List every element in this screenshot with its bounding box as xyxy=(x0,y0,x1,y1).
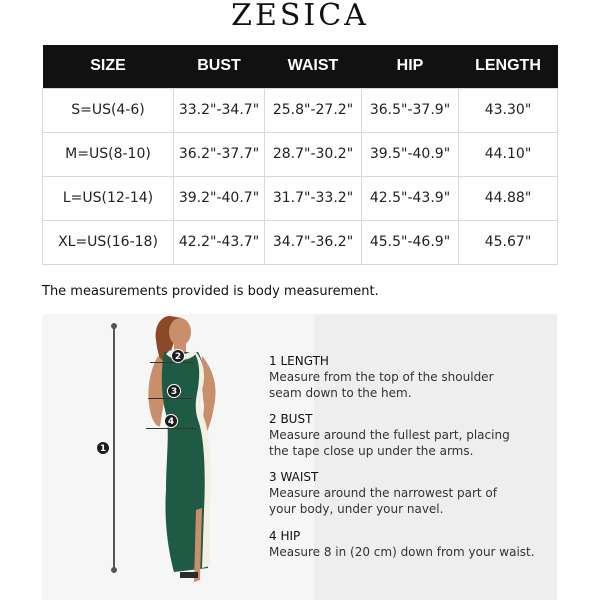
table-cell-length: 44.10" xyxy=(459,132,558,176)
instruction-text: Measure around the fullest part, placing xyxy=(269,428,510,442)
instruction-text: your body, under your navel. xyxy=(269,502,444,516)
instruction-title: 2 BUST xyxy=(269,412,313,426)
header-waist: WAIST xyxy=(265,45,362,88)
marker-2-badge: 2 xyxy=(171,349,185,363)
table-cell-size: M=US(8-10) xyxy=(43,132,174,176)
table-cell-bust: 39.2"-40.7" xyxy=(174,176,265,220)
waist-measure-line xyxy=(148,398,192,399)
table-cell-waist: 34.7"-36.2" xyxy=(265,220,362,264)
table-cell-hip: 36.5"-37.9" xyxy=(362,88,459,132)
table-row xyxy=(43,132,558,176)
marker-4-badge: 4 xyxy=(164,414,178,428)
table-cell-size: S=US(4-6) xyxy=(43,88,174,132)
head-shape xyxy=(169,318,191,346)
table-cell-bust: 42.2"-43.7" xyxy=(174,220,265,264)
brand-logo: ZESICA xyxy=(231,0,369,33)
marker-1-badge: 1 xyxy=(96,441,110,455)
bust-measure-line xyxy=(150,362,194,363)
table-header-row xyxy=(43,45,558,88)
instruction-text: Measure from the top of the shoulder xyxy=(269,370,494,384)
table-cell-waist: 28.7"-30.2" xyxy=(265,132,362,176)
marker-3-badge: 3 xyxy=(167,384,181,398)
table-cell-bust: 33.2"-34.7" xyxy=(174,88,265,132)
table-cell-hip: 39.5"-40.9" xyxy=(362,132,459,176)
table-cell-waist: 25.8"-27.2" xyxy=(265,88,362,132)
instruction-text: the tape close up under the arms. xyxy=(269,444,474,458)
size-chart-table xyxy=(42,45,558,265)
table-row xyxy=(43,176,558,220)
instruction-waist xyxy=(269,469,549,517)
instruction-title: 3 WAIST xyxy=(269,470,319,484)
instruction-text: Measure 8 in (20 cm) down from your waist. xyxy=(269,545,535,559)
table-row xyxy=(43,220,558,264)
instruction-text: seam down to the hem. xyxy=(269,386,412,400)
instruction-title: 4 HIP xyxy=(269,529,301,543)
header-bust: BUST xyxy=(174,45,265,88)
header-size: SIZE xyxy=(43,45,174,88)
measurement-note: The measurements provided is body measurement. xyxy=(42,284,379,299)
length-measure-line xyxy=(113,326,115,570)
table-cell-hip: 42.5"-43.9" xyxy=(362,176,459,220)
table-cell-length: 43.30" xyxy=(459,88,558,132)
instruction-title: 1 LENGTH xyxy=(269,354,329,368)
table-cell-bust: 36.2"-37.7" xyxy=(174,132,265,176)
instruction-text: Measure around the narrowest part of xyxy=(269,486,497,500)
table-row xyxy=(43,88,558,132)
table-cell-size: XL=US(16-18) xyxy=(43,220,174,264)
table-cell-waist: 31.7"-33.2" xyxy=(265,176,362,220)
instruction-bust xyxy=(269,411,549,459)
table-cell-size: L=US(12-14) xyxy=(43,176,174,220)
table-cell-hip: 45.5"-46.9" xyxy=(362,220,459,264)
model-figure xyxy=(110,310,270,600)
header-hip: HIP xyxy=(362,45,459,88)
instruction-hip xyxy=(269,528,549,560)
shoe-shape xyxy=(180,572,198,578)
instruction-length xyxy=(269,353,549,401)
table-cell-length: 44.88" xyxy=(459,176,558,220)
header-length: LENGTH xyxy=(459,45,558,88)
table-cell-length: 45.67" xyxy=(459,220,558,264)
